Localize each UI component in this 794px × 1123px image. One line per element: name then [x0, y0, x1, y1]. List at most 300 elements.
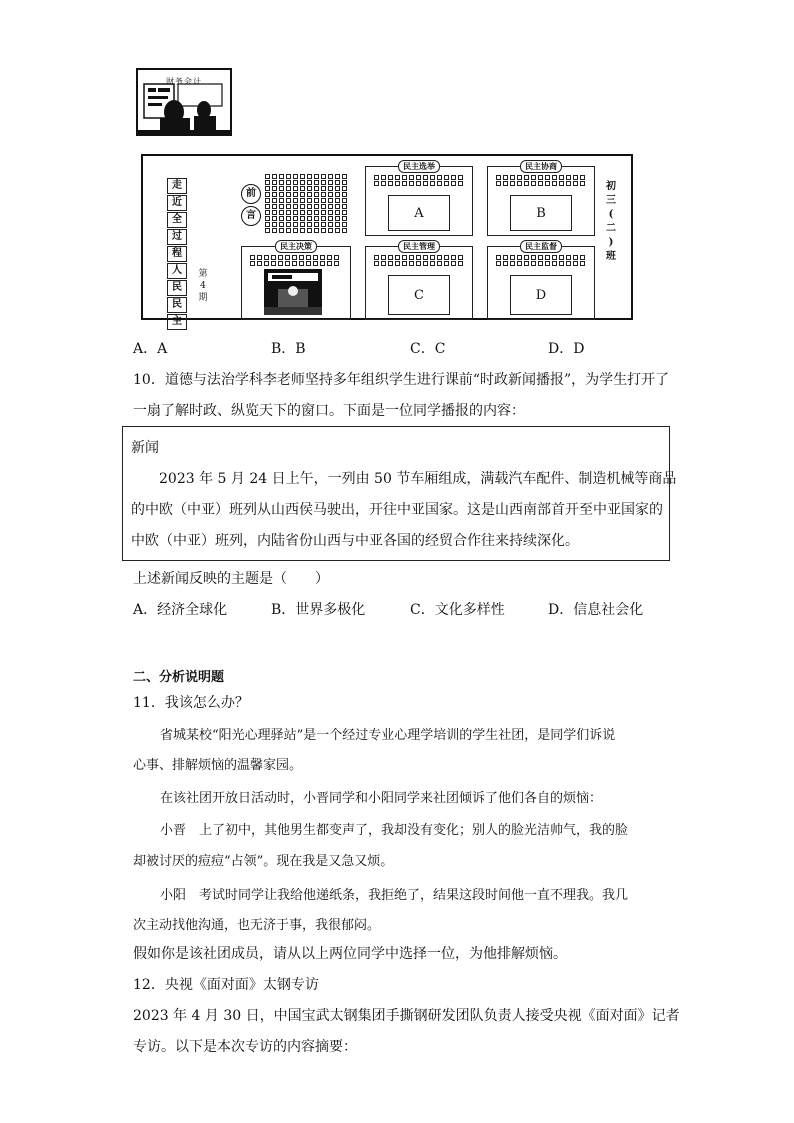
text-placeholder-cell — [531, 261, 536, 266]
text-placeholder-cell — [531, 181, 536, 186]
text-placeholder-cell — [374, 255, 379, 260]
text-placeholder-cell — [334, 261, 339, 266]
panel-text-block — [374, 255, 464, 266]
panel-democratic-decision — [241, 241, 351, 320]
text-placeholder-cell — [286, 180, 291, 185]
text-placeholder-cell — [307, 174, 312, 179]
text-placeholder-cell — [552, 175, 557, 180]
text-placeholder-cell — [306, 261, 311, 266]
text-placeholder-cell — [320, 255, 325, 260]
text-placeholder-cell — [342, 174, 347, 179]
text-placeholder-cell — [510, 261, 515, 266]
text-placeholder-cell — [388, 181, 393, 186]
text-placeholder-cell — [444, 255, 449, 260]
q11-text-line-7: 次主动找他沟通，也无济于事，我很郁闷。 — [133, 918, 381, 933]
text-placeholder-cell — [573, 175, 578, 180]
text-placeholder-cell — [458, 175, 463, 180]
text-placeholder-cell — [314, 228, 319, 233]
text-placeholder-cell — [458, 255, 463, 260]
text-placeholder-cell — [292, 255, 297, 260]
text-placeholder-cell — [580, 261, 585, 266]
text-placeholder-cell — [272, 204, 277, 209]
text-placeholder-cell — [279, 174, 284, 179]
text-placeholder-cell — [451, 255, 456, 260]
text-placeholder-cell — [272, 186, 277, 191]
text-placeholder-cell — [292, 261, 297, 266]
text-placeholder-cell — [580, 255, 585, 260]
text-placeholder-cell — [286, 192, 291, 197]
text-placeholder-cell — [279, 216, 284, 221]
text-placeholder-cell — [416, 175, 421, 180]
q9-option-a: A．A — [133, 341, 168, 357]
text-placeholder-cell — [279, 204, 284, 209]
text-placeholder-cell — [342, 210, 347, 215]
text-placeholder-cell — [573, 261, 578, 266]
text-placeholder-cell — [314, 174, 319, 179]
vertical-char: 走 — [167, 178, 187, 194]
text-placeholder-cell — [517, 181, 522, 186]
vertical-char: 过 — [167, 229, 187, 245]
text-placeholder-cell — [257, 255, 262, 260]
text-placeholder-cell — [335, 210, 340, 215]
text-placeholder-cell — [430, 261, 435, 266]
text-placeholder-cell — [300, 228, 305, 233]
text-placeholder-cell — [265, 192, 270, 197]
text-placeholder-cell — [314, 180, 319, 185]
text-placeholder-cell — [321, 198, 326, 203]
text-placeholder-cell — [307, 198, 312, 203]
text-placeholder-cell — [496, 175, 501, 180]
text-placeholder-cell — [437, 181, 442, 186]
text-placeholder-cell — [300, 192, 305, 197]
text-placeholder-cell — [264, 255, 269, 260]
vertical-char: 民 — [167, 280, 187, 296]
text-placeholder-cell — [402, 175, 407, 180]
text-placeholder-cell — [321, 210, 326, 215]
text-placeholder-cell — [559, 181, 564, 186]
panel-text-block — [496, 255, 586, 266]
text-placeholder-cell — [423, 175, 428, 180]
text-placeholder-cell — [321, 228, 326, 233]
text-placeholder-cell — [328, 198, 333, 203]
text-placeholder-cell — [286, 198, 291, 203]
text-placeholder-cell — [307, 180, 312, 185]
class-char: 三 — [606, 195, 616, 206]
text-placeholder-cell — [458, 181, 463, 186]
text-placeholder-cell — [328, 192, 333, 197]
q9-option-b: B．B — [271, 341, 306, 357]
text-placeholder-cell — [517, 175, 522, 180]
text-placeholder-cell — [538, 261, 543, 266]
photo-slot-c: C — [388, 275, 450, 315]
text-placeholder-cell — [437, 175, 442, 180]
text-placeholder-cell — [293, 228, 298, 233]
text-placeholder-cell — [272, 174, 277, 179]
text-placeholder-cell — [321, 204, 326, 209]
text-placeholder-cell — [279, 198, 284, 203]
text-placeholder-cell — [381, 175, 386, 180]
text-placeholder-cell — [531, 255, 536, 260]
text-placeholder-cell — [321, 180, 326, 185]
text-placeholder-cell — [552, 181, 557, 186]
text-placeholder-cell — [430, 181, 435, 186]
panel-title: 民主管理 — [398, 240, 440, 253]
text-placeholder-cell — [272, 180, 277, 185]
q9-option-c: C．C — [410, 341, 446, 357]
text-placeholder-cell — [286, 186, 291, 191]
text-placeholder-cell — [307, 216, 312, 221]
text-placeholder-cell — [444, 175, 449, 180]
news-line-3: 中欧（中亚）班列，内陆省份山西与中亚各国的经贸合作往来持续深化。 — [131, 533, 579, 549]
text-placeholder-cell — [293, 204, 298, 209]
text-placeholder-cell — [293, 180, 298, 185]
news-title: 新闻 — [131, 440, 159, 456]
class-char: 二 — [606, 223, 616, 234]
text-placeholder-cell — [272, 216, 277, 221]
text-placeholder-cell — [423, 181, 428, 186]
preface-char-1: 前 — [241, 184, 261, 204]
text-placeholder-cell — [314, 198, 319, 203]
text-placeholder-cell — [335, 198, 340, 203]
panel-title: 民主协商 — [520, 160, 562, 173]
text-placeholder-cell — [285, 255, 290, 260]
text-placeholder-cell — [416, 255, 421, 260]
text-placeholder-cell — [388, 175, 393, 180]
text-placeholder-cell — [517, 261, 522, 266]
text-placeholder-cell — [307, 222, 312, 227]
text-placeholder-cell — [444, 261, 449, 266]
text-placeholder-cell — [342, 216, 347, 221]
text-placeholder-cell — [307, 186, 312, 191]
text-placeholder-cell — [279, 186, 284, 191]
vertical-char: 近 — [167, 195, 187, 211]
vertical-char: 人 — [167, 263, 187, 279]
text-placeholder-cell — [503, 255, 508, 260]
vertical-char: 全 — [167, 212, 187, 228]
text-placeholder-cell — [342, 186, 347, 191]
section-heading: 二、分析说明题 — [133, 670, 225, 685]
text-placeholder-cell — [314, 216, 319, 221]
class-char: ) — [608, 237, 614, 248]
text-placeholder-cell — [293, 186, 298, 191]
text-placeholder-cell — [314, 222, 319, 227]
q10-option-d: D．信息社会化 — [548, 602, 644, 618]
text-placeholder-cell — [335, 216, 340, 221]
q11-task: 假如你是该社团成员，请从以上两位同学中选择一位，为他排解烦恼。 — [133, 946, 567, 962]
text-placeholder-cell — [444, 181, 449, 186]
class-char: 初 — [606, 181, 616, 192]
text-placeholder-cell — [510, 255, 515, 260]
meeting-photo — [264, 269, 322, 315]
text-placeholder-cell — [342, 180, 347, 185]
text-placeholder-cell — [279, 210, 284, 215]
panel-title: 民主决策 — [275, 240, 317, 253]
text-placeholder-cell — [307, 192, 312, 197]
text-placeholder-cell — [300, 180, 305, 185]
text-placeholder-cell — [307, 210, 312, 215]
text-placeholder-cell — [335, 222, 340, 227]
text-placeholder-cell — [374, 261, 379, 266]
text-placeholder-cell — [328, 174, 333, 179]
text-placeholder-cell — [250, 255, 255, 260]
text-placeholder-cell — [328, 204, 333, 209]
text-placeholder-cell — [510, 175, 515, 180]
text-placeholder-cell — [250, 261, 255, 266]
text-placeholder-cell — [573, 255, 578, 260]
text-placeholder-cell — [265, 216, 270, 221]
text-placeholder-cell — [321, 174, 326, 179]
news-line-2: 的中欧（中亚）班列从山西侯马驶出，开往中亚国家。这是山西南部首开至中亚国家的 — [131, 502, 663, 518]
text-placeholder-cell — [293, 192, 298, 197]
text-placeholder-cell — [552, 261, 557, 266]
text-placeholder-cell — [279, 222, 284, 227]
text-placeholder-cell — [257, 261, 262, 266]
text-placeholder-cell — [531, 175, 536, 180]
text-placeholder-cell — [496, 255, 501, 260]
text-placeholder-cell — [300, 198, 305, 203]
text-placeholder-cell — [265, 186, 270, 191]
q10-option-c: C．文化多样性 — [410, 602, 505, 618]
text-placeholder-cell — [328, 228, 333, 233]
text-placeholder-cell — [334, 255, 339, 260]
text-placeholder-cell — [451, 175, 456, 180]
text-placeholder-cell — [342, 222, 347, 227]
text-placeholder-cell — [335, 180, 340, 185]
text-placeholder-cell — [321, 192, 326, 197]
panel-text-block — [250, 255, 340, 266]
text-placeholder-cell — [395, 175, 400, 180]
text-placeholder-cell — [286, 174, 291, 179]
text-placeholder-cell — [328, 216, 333, 221]
text-placeholder-cell — [300, 210, 305, 215]
text-placeholder-cell — [265, 210, 270, 215]
text-placeholder-cell — [293, 210, 298, 215]
text-placeholder-cell — [293, 222, 298, 227]
q10-stem-line-1: 10．道德与法治学科李老师坚持多年组织学生进行课前“时政新闻播报”，为学生打开了 — [133, 372, 670, 388]
text-placeholder-cell — [321, 216, 326, 221]
text-placeholder-cell — [402, 261, 407, 266]
panel-democratic-election — [365, 161, 473, 236]
q12-line-1: 2023 年 4 月 30 日，中国宝武太钢集团手撕钢研发团队负责人接受央视《面对面》记者 — [133, 1008, 680, 1024]
text-placeholder-cell — [320, 261, 325, 266]
text-placeholder-cell — [381, 181, 386, 186]
photo-sign: 财务会计 — [166, 77, 202, 86]
class-label — [603, 180, 619, 264]
text-placeholder-cell — [437, 261, 442, 266]
text-placeholder-cell — [265, 222, 270, 227]
text-placeholder-cell — [381, 261, 386, 266]
text-placeholder-cell — [314, 186, 319, 191]
text-placeholder-cell — [300, 222, 305, 227]
preface-text-block — [265, 174, 348, 233]
text-placeholder-cell — [328, 180, 333, 185]
text-placeholder-cell — [517, 255, 522, 260]
text-placeholder-cell — [416, 261, 421, 266]
text-placeholder-cell — [299, 261, 304, 266]
text-placeholder-cell — [321, 222, 326, 227]
text-placeholder-cell — [381, 255, 386, 260]
text-placeholder-cell — [279, 192, 284, 197]
text-placeholder-cell — [327, 261, 332, 266]
text-placeholder-cell — [409, 261, 414, 266]
text-placeholder-cell — [559, 255, 564, 260]
text-placeholder-cell — [279, 180, 284, 185]
text-placeholder-cell — [313, 255, 318, 260]
text-placeholder-cell — [335, 174, 340, 179]
q10-option-a: A．经济全球化 — [133, 602, 228, 618]
text-placeholder-cell — [538, 181, 543, 186]
text-placeholder-cell — [265, 204, 270, 209]
vertical-char: 民 — [167, 297, 187, 313]
text-placeholder-cell — [306, 255, 311, 260]
q12-title: 12．央视《面对面》太钢专访 — [133, 977, 319, 993]
text-placeholder-cell — [573, 181, 578, 186]
text-placeholder-cell — [437, 255, 442, 260]
text-placeholder-cell — [342, 204, 347, 209]
text-placeholder-cell — [503, 261, 508, 266]
text-placeholder-cell — [402, 255, 407, 260]
text-placeholder-cell — [342, 198, 347, 203]
q11-text-line-1: 省城某校“阳光心理驿站”是一个经过专业心理学培训的学生社团，是同学们诉说 — [160, 728, 616, 743]
text-placeholder-cell — [293, 198, 298, 203]
text-placeholder-cell — [313, 261, 318, 266]
text-placeholder-cell — [451, 181, 456, 186]
issue-label: 第4期 — [198, 269, 208, 303]
text-placeholder-cell — [402, 181, 407, 186]
text-placeholder-cell — [335, 204, 340, 209]
text-placeholder-cell — [293, 174, 298, 179]
q11-text-line-4: 小晋 上了初中，其他男生都变声了，我却没有变化；别人的脸光洁帅气，我的脸 — [160, 823, 629, 838]
q10-question: 上述新闻反映的主题是（ ） — [133, 571, 329, 587]
q12-line-2: 专访。以下是本次专访的内容摘要： — [133, 1039, 357, 1055]
text-placeholder-cell — [388, 261, 393, 266]
vertical-char: 程 — [167, 246, 187, 262]
q9-option-d: D．D — [548, 341, 585, 357]
class-char: ( — [608, 209, 614, 220]
text-placeholder-cell — [503, 181, 508, 186]
text-placeholder-cell — [566, 255, 571, 260]
q11-text-line-6: 小阳 考试时同学让我给他递纸条，我拒绝了，结果这段时间他一直不理我。我几 — [160, 888, 629, 903]
text-placeholder-cell — [278, 261, 283, 266]
text-placeholder-cell — [409, 255, 414, 260]
text-placeholder-cell — [496, 261, 501, 266]
text-placeholder-cell — [524, 175, 529, 180]
text-placeholder-cell — [388, 255, 393, 260]
text-placeholder-cell — [538, 175, 543, 180]
text-placeholder-cell — [335, 186, 340, 191]
text-placeholder-cell — [327, 255, 332, 260]
text-placeholder-cell — [286, 204, 291, 209]
text-placeholder-cell — [524, 181, 529, 186]
text-placeholder-cell — [496, 181, 501, 186]
text-placeholder-cell — [430, 255, 435, 260]
text-placeholder-cell — [272, 210, 277, 215]
text-placeholder-cell — [272, 192, 277, 197]
text-placeholder-cell — [395, 261, 400, 266]
panel-democratic-management — [365, 241, 473, 320]
text-placeholder-cell — [300, 186, 305, 191]
text-placeholder-cell — [374, 181, 379, 186]
exhibition-board — [141, 154, 633, 327]
text-placeholder-cell — [524, 261, 529, 266]
panel-democratic-consultation — [487, 161, 595, 236]
text-placeholder-cell — [328, 186, 333, 191]
text-placeholder-cell — [409, 175, 414, 180]
text-placeholder-cell — [524, 255, 529, 260]
photo-slot-b: B — [510, 195, 572, 231]
text-placeholder-cell — [272, 198, 277, 203]
q11-title: 11．我该怎么办？ — [133, 695, 249, 711]
text-placeholder-cell — [580, 181, 585, 186]
text-placeholder-cell — [545, 261, 550, 266]
q10-option-b: B．世界多极化 — [271, 602, 366, 618]
text-placeholder-cell — [510, 181, 515, 186]
text-placeholder-cell — [285, 261, 290, 266]
text-placeholder-cell — [314, 204, 319, 209]
panel-text-block — [374, 175, 464, 186]
photo-slot-d: D — [510, 275, 572, 315]
panel-text-block — [496, 175, 586, 186]
class-char: 班 — [606, 251, 616, 262]
panel-democratic-supervision — [487, 241, 595, 320]
text-placeholder-cell — [423, 255, 428, 260]
text-placeholder-cell — [552, 255, 557, 260]
text-placeholder-cell — [265, 180, 270, 185]
board-vertical-title — [167, 178, 189, 330]
text-placeholder-cell — [314, 192, 319, 197]
text-placeholder-cell — [566, 175, 571, 180]
text-placeholder-cell — [272, 222, 277, 227]
text-placeholder-cell — [286, 222, 291, 227]
text-placeholder-cell — [409, 181, 414, 186]
text-placeholder-cell — [307, 204, 312, 209]
text-placeholder-cell — [307, 228, 312, 233]
text-placeholder-cell — [538, 255, 543, 260]
text-placeholder-cell — [328, 222, 333, 227]
text-placeholder-cell — [279, 228, 284, 233]
text-placeholder-cell — [580, 175, 585, 180]
text-placeholder-cell — [272, 228, 277, 233]
text-placeholder-cell — [286, 210, 291, 215]
text-placeholder-cell — [265, 228, 270, 233]
q11-text-line-5: 却被讨厌的痘痘“占领”。现在我是又急又烦。 — [133, 854, 394, 869]
text-placeholder-cell — [559, 175, 564, 180]
q11-text-line-3: 在该社团开放日活动时，小晋同学和小阳同学来社团倾诉了他们各自的烦恼： — [160, 791, 603, 806]
text-placeholder-cell — [545, 255, 550, 260]
text-placeholder-cell — [321, 186, 326, 191]
text-placeholder-cell — [264, 261, 269, 266]
text-placeholder-cell — [566, 261, 571, 266]
text-placeholder-cell — [545, 181, 550, 186]
text-placeholder-cell — [293, 216, 298, 221]
text-placeholder-cell — [374, 175, 379, 180]
text-placeholder-cell — [503, 175, 508, 180]
text-placeholder-cell — [335, 228, 340, 233]
text-placeholder-cell — [314, 210, 319, 215]
text-placeholder-cell — [451, 261, 456, 266]
text-placeholder-cell — [300, 174, 305, 179]
text-placeholder-cell — [423, 261, 428, 266]
text-placeholder-cell — [299, 255, 304, 260]
text-placeholder-cell — [265, 198, 270, 203]
preface-char-2: 言 — [241, 206, 261, 226]
text-placeholder-cell — [286, 228, 291, 233]
text-placeholder-cell — [458, 261, 463, 266]
panel-title: 民主监督 — [520, 240, 562, 253]
text-placeholder-cell — [328, 210, 333, 215]
text-placeholder-cell — [278, 255, 283, 260]
text-placeholder-cell — [395, 181, 400, 186]
